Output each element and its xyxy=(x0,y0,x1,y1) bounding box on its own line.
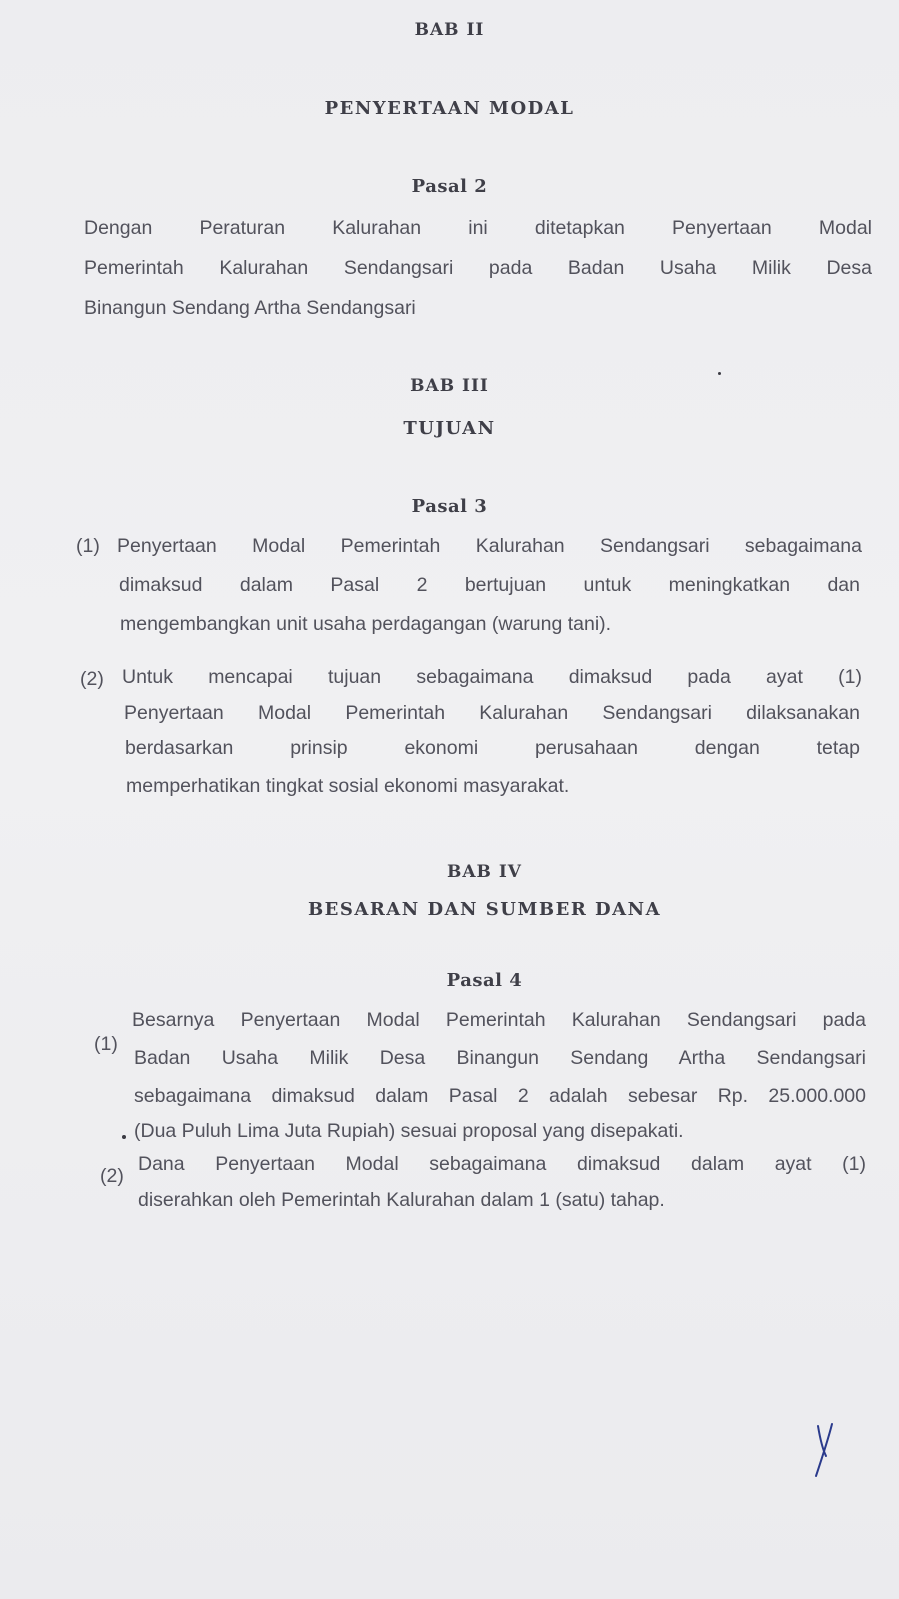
item-number: (2) xyxy=(80,668,104,690)
paragraph-line: Besarnya Penyertaan Modal Pemerintah Kalurahan Sendangsari pada xyxy=(132,1009,866,1031)
item-number: (1) xyxy=(94,1033,118,1055)
handwritten-mark xyxy=(806,1422,846,1478)
paragraph-line: memperhatikan tingkat sosial ekonomi masyarakat. xyxy=(126,775,570,797)
paragraph-line: diserahkan oleh Pemerintah Kalurahan dalam 1 (satu) tahap. xyxy=(138,1189,665,1211)
chapter-title: TUJUAN xyxy=(403,418,496,439)
chapter-label: BAB III xyxy=(410,376,489,396)
paragraph-line: Dana Penyertaan Modal sebagaimana dimaksud dalam ayat (1) xyxy=(138,1153,866,1175)
chapter-title: PENYERTAAN MODAL xyxy=(324,98,575,119)
chapter-label: BAB II xyxy=(414,20,485,40)
paragraph-line: berdasarkan prinsip ekonomi perusahaan dengan tetap xyxy=(125,737,860,759)
item-number: (1) xyxy=(76,535,100,557)
paragraph-line: Penyertaan Modal Pemerintah Kalurahan Sendangsari dilaksanakan xyxy=(124,702,860,724)
paragraph-line: Binangun Sendang Artha Sendangsari xyxy=(84,297,416,319)
paragraph-line: Untuk mencapai tujuan sebagaimana dimaksud pada ayat (1) xyxy=(122,666,862,688)
stray-dot xyxy=(122,1135,126,1139)
item-number: (2) xyxy=(100,1165,124,1187)
chapter-title: BESARAN DAN SUMBER DANA xyxy=(307,899,662,920)
stray-dot xyxy=(718,372,721,375)
paragraph-line: Dengan Peraturan Kalurahan ini ditetapkan Penyertaan Modal xyxy=(84,217,872,239)
article-heading: Pasal 2 xyxy=(411,176,488,197)
paragraph-line: Pemerintah Kalurahan Sendangsari pada Badan Usaha Milik Desa xyxy=(84,257,872,279)
article-heading: Pasal 4 xyxy=(446,970,523,991)
paragraph-line: Badan Usaha Milik Desa Binangun Sendang Artha Sendangsari xyxy=(134,1047,866,1069)
paragraph-line: sebagaimana dimaksud dalam Pasal 2 adalah sebesar Rp. 25.000.000 xyxy=(134,1085,866,1107)
article-heading: Pasal 3 xyxy=(411,496,488,517)
paragraph-line: dimaksud dalam Pasal 2 bertujuan untuk meningkatkan dan xyxy=(119,574,860,596)
chapter-label: BAB IV xyxy=(447,862,522,882)
paragraph-line: (Dua Puluh Lima Juta Rupiah) sesuai proposal yang disepakati. xyxy=(134,1120,684,1142)
paragraph-line: Penyertaan Modal Pemerintah Kalurahan Sendangsari sebagaimana xyxy=(117,535,862,557)
paragraph-line: mengembangkan unit usaha perdagangan (warung tani). xyxy=(120,613,612,635)
